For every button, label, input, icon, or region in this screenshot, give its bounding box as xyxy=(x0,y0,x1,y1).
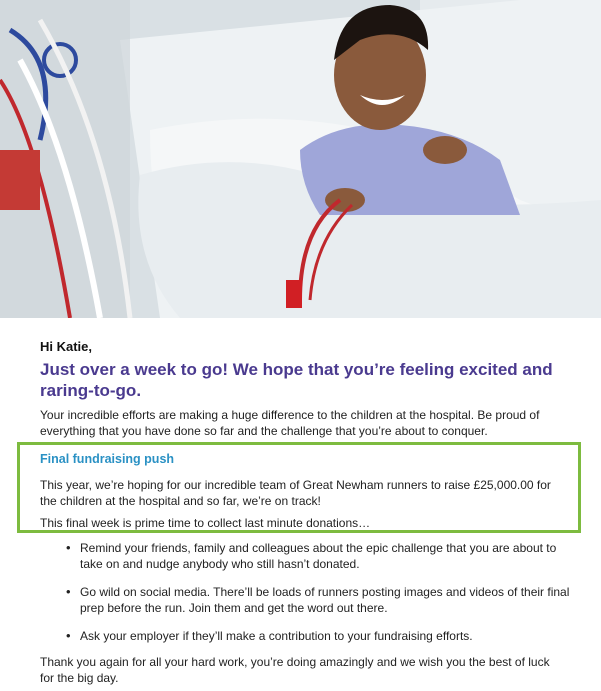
list-item: • Remind your friends, family and colleagues about the epic challenge that you are about to take on and nudge anybody who still hasn’t donated. xyxy=(40,540,570,572)
closing-paragraph: Thank you again for all your hard work, you’re doing amazingly and we wish you the best of luck for the big day. xyxy=(40,655,550,685)
highlight-paragraph-2: This final week is prime time to collect last minute donations… xyxy=(40,516,371,530)
list-item: • Go wild on social media. There’ll be loads of runners posting images and videos of their final prep before the run. Join them and get the word out there. xyxy=(40,584,570,616)
hero-photo xyxy=(0,0,601,318)
intro-paragraph: Your incredible efforts are making a huge difference to the children at the hospital. Be proud of everything that you have done so far and the challenge that you’re about to conquer. xyxy=(40,408,540,438)
greeting: Hi Katie, xyxy=(40,339,93,354)
headline: Just over a week to go! We hope that you’re feeling excited and raring-to-go. xyxy=(40,360,553,400)
list-item: • Ask your employer if they’ll make a contribution to your fundraising efforts. xyxy=(40,628,570,644)
highlight-title: Final fundraising push xyxy=(40,452,175,466)
email-body xyxy=(0,318,601,691)
hospital-child-photo-icon xyxy=(0,0,601,318)
tips-list xyxy=(40,540,570,656)
highlight-paragraph-1: This year, we’re hoping for our incredible team of Great Newham runners to raise £25,000.00 for the children at the hospital and so far, we’re on track! xyxy=(40,478,551,508)
